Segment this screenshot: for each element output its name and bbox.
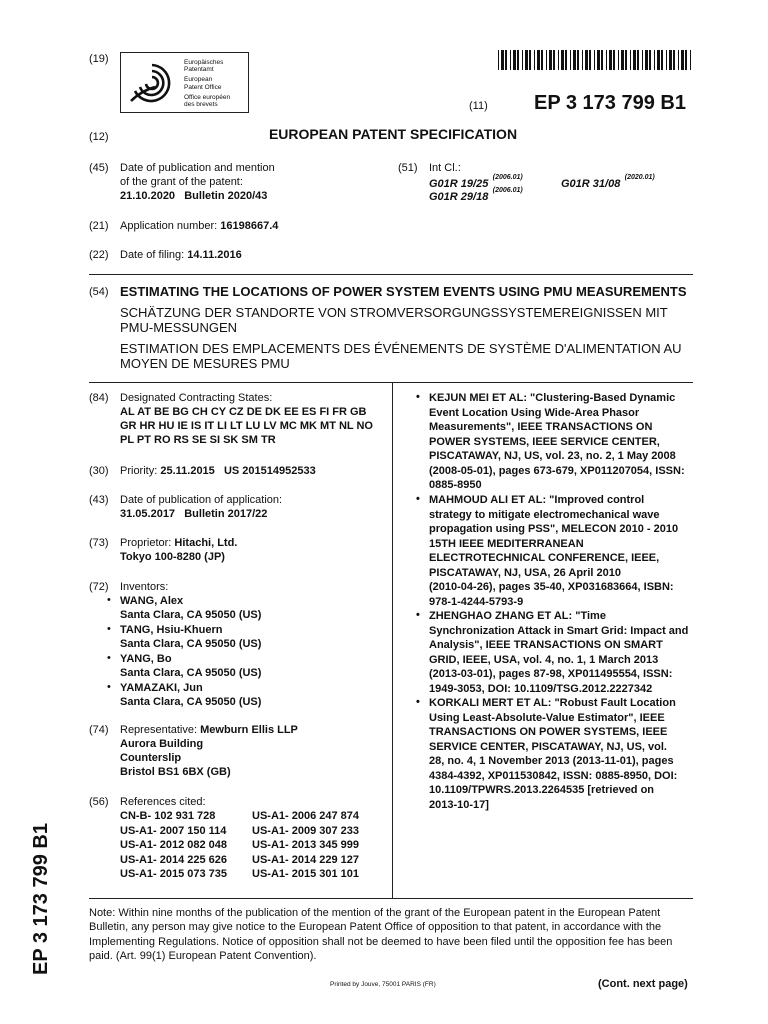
citation-entry bbox=[429, 391, 695, 493]
office-name-line: European bbox=[184, 76, 213, 84]
ipc-class-version: (2006.01) bbox=[492, 187, 523, 194]
reference-right: US-A1- 2006 247 874 bbox=[252, 810, 360, 822]
barcode-bar bbox=[678, 50, 679, 70]
code-43: (43) bbox=[89, 494, 109, 506]
citation-line: 15TH IEEE MEDITERRANEAN bbox=[429, 537, 584, 550]
bullet-icon: • bbox=[107, 594, 111, 606]
code-84: (84) bbox=[89, 392, 109, 404]
barcode-bar bbox=[613, 50, 615, 70]
ipc-class bbox=[561, 174, 655, 192]
proprietor-label: Proprietor: bbox=[120, 537, 172, 549]
code-30: (30) bbox=[89, 465, 109, 477]
citation-line: 978-1-4244-5793-9 bbox=[429, 595, 524, 608]
title-german bbox=[120, 305, 700, 335]
inventor-name: WANG, Alex bbox=[120, 595, 184, 607]
proprietor-name: Hitachi, Ltd. bbox=[174, 537, 238, 549]
barcode-bar bbox=[529, 50, 531, 70]
ipc-class-code: G01R 29/18 bbox=[429, 191, 489, 203]
barcode-bar bbox=[637, 50, 639, 70]
grant-date-label-line: of the grant of the patent: bbox=[120, 176, 243, 188]
bullet-icon: • bbox=[107, 623, 111, 635]
reference-right: US-A1- 2015 301 101 bbox=[252, 868, 360, 880]
barcode-bar bbox=[558, 50, 559, 70]
citation-line: PISCATAWAY, NJ, US, vol. 23, no. 2, 1 May 2008 bbox=[429, 450, 676, 462]
designated-states bbox=[120, 391, 373, 447]
barcode-bar bbox=[510, 50, 511, 70]
barcode-bar bbox=[505, 50, 507, 70]
bullet-icon: • bbox=[416, 609, 420, 621]
barcode-bar bbox=[561, 50, 564, 70]
title-french-line: MOYEN DE MESURES PMU bbox=[120, 356, 290, 371]
citation-line: (2008-05-01), pages 673-679, XP011207054, ISSN: bbox=[429, 464, 685, 477]
code-19: (19) bbox=[89, 53, 109, 65]
inventors-label: Inventors: bbox=[120, 581, 169, 593]
representative-address-line: Aurora Building bbox=[120, 738, 204, 750]
citation-line: SERVICE CENTER, PISCATAWAY, NJ, US, vol. bbox=[429, 740, 667, 753]
filing-date bbox=[120, 248, 242, 262]
code-22: (22) bbox=[89, 249, 109, 261]
office-name-line: Patentamt bbox=[184, 66, 214, 74]
epo-logo-icon bbox=[125, 57, 179, 109]
reference-right: US-A1- 2009 307 233 bbox=[252, 824, 360, 837]
citation-line: POWER SYSTEMS, IEEE SERVICE CENTER, bbox=[429, 435, 660, 448]
ipc-class-code: G01R 31/08 bbox=[561, 178, 621, 190]
code-21: (21) bbox=[89, 220, 109, 232]
barcode-bar bbox=[501, 50, 504, 70]
reference-left: US-A1- 2014 225 626 bbox=[120, 853, 228, 866]
barcode-bar bbox=[630, 50, 631, 70]
barcode-bar bbox=[690, 50, 691, 70]
barcode-bar bbox=[522, 50, 523, 70]
reference-left: US-A1- 2012 082 048 bbox=[120, 839, 228, 851]
barcode-bar bbox=[565, 50, 567, 70]
office-name-line: Office européen bbox=[184, 93, 231, 101]
code-54: (54) bbox=[89, 286, 109, 298]
barcode-bar bbox=[606, 50, 607, 70]
citation-line: Event Location Using Wide-Area Phasor bbox=[429, 406, 640, 419]
barcode-bar bbox=[625, 50, 627, 70]
continued-label: (Cont. next page) bbox=[598, 978, 688, 990]
barcode-bar bbox=[594, 50, 595, 70]
ipc-class-version: (2020.01) bbox=[624, 174, 655, 181]
citation-line: Using Least-Absolute-Value Estimator", IEEE bbox=[429, 711, 665, 724]
citation-line: ZHENGHAO ZHANG ET AL: "Time bbox=[429, 610, 606, 622]
representative-address-line: Counterslip bbox=[120, 752, 182, 764]
publication-number: EP 3 173 799 B1 bbox=[534, 92, 686, 114]
inventor-address: Santa Clara, CA 95050 (US) bbox=[120, 696, 262, 708]
epo-logo bbox=[120, 52, 249, 113]
barcode-bar bbox=[669, 50, 672, 70]
citation-line: Measurements", IEEE TRANSACTIONS ON bbox=[429, 421, 653, 433]
citation-line: 4384-4392, XP011530842, ISSN: 0885-8950, DOI: bbox=[429, 769, 678, 782]
office-name-line: Europäisches bbox=[184, 59, 224, 66]
code-74: (74) bbox=[89, 724, 109, 736]
citation-line: 0885-8950 bbox=[429, 479, 482, 491]
barcode-bar bbox=[573, 50, 576, 70]
code-56: (56) bbox=[89, 796, 109, 808]
barcode-bar bbox=[681, 50, 684, 70]
application-publication bbox=[120, 493, 282, 521]
barcode-bar bbox=[553, 50, 555, 70]
barcode-bar bbox=[649, 50, 651, 70]
representative-label: Representative: bbox=[120, 724, 198, 736]
citation-line: propagation using PSS", MELECON 2010 - 2010 bbox=[429, 523, 679, 535]
citation-entry bbox=[429, 696, 695, 812]
citation-line: PISCATAWAY, NJ, USA, 26 April 2010 bbox=[429, 566, 621, 579]
opposition-note: Note: Within nine months of the publication of the mention of the grant of the European patent in the European Patent Bulletin, any person may give notice to the European Patent Office of opposition to that patent, in accordance with the Implementing Regulations. Notice of opposition shall not be deemed to have been filed until the opposition fee has been paid. (Art. 99(1) European Patent Convention). bbox=[89, 907, 673, 962]
printer-credit: Printed by Jouve, 75001 PARIS (FR) bbox=[330, 981, 436, 988]
proprietor bbox=[120, 536, 237, 564]
barcode-bar bbox=[657, 50, 660, 70]
bullet-icon: • bbox=[416, 391, 420, 403]
designated-states-line: AL AT BE BG CH CY CZ DE DK EE ES FI FR GB bbox=[120, 406, 367, 418]
title-english: ESTIMATING THE LOCATIONS OF POWER SYSTEM EVENTS USING PMU MEASUREMENTS bbox=[120, 284, 687, 299]
reference-right: US-A1- 2013 345 999 bbox=[252, 839, 360, 851]
grant-date-label-line: Date of publication and mention bbox=[120, 162, 275, 174]
barcode-bar bbox=[645, 50, 648, 70]
citation-line: 1949-3053, DOI: 10.1109/TSG.2012.2227342 bbox=[429, 682, 653, 695]
barcode-bar bbox=[577, 50, 579, 70]
application-number-label: Application number: bbox=[120, 220, 218, 232]
filing-date-value: 14.11.2016 bbox=[187, 249, 242, 261]
title-german-line: SCHÄTZUNG DER STANDORTE VON STROMVERSORGUNGSSYSTEMEREIGNISSEN MIT bbox=[120, 305, 668, 320]
representative bbox=[120, 723, 298, 779]
priority bbox=[120, 464, 316, 478]
citation-line: KORKALI MERT ET AL: "Robust Fault Location bbox=[429, 697, 676, 709]
citation-line: Synchronization Attack in Smart Grid: Impact and bbox=[429, 624, 689, 637]
barcode-bar bbox=[661, 50, 663, 70]
representative-address-line: Bristol BS1 6BX (GB) bbox=[120, 766, 231, 778]
grant-date-label bbox=[120, 161, 275, 203]
barcode-bar bbox=[673, 50, 675, 70]
barcode-bar bbox=[597, 50, 600, 70]
document-type-title: EUROPEAN PATENT SPECIFICATION bbox=[268, 126, 518, 142]
reference-left: US-A1- 2015 073 735 bbox=[120, 868, 228, 880]
inventor-name: YANG, Bo bbox=[120, 653, 172, 665]
inventor-name: TANG, Hsiu-Khuern bbox=[120, 624, 223, 636]
barcode-bar bbox=[541, 50, 543, 70]
inventor-name: YAMAZAKI, Jun bbox=[120, 682, 203, 694]
representative-name: Mewburn Ellis LLP bbox=[200, 724, 298, 736]
barcode bbox=[498, 50, 692, 70]
office-names bbox=[184, 59, 230, 108]
designated-states-line: PL PT RO RS SE SI SK SM TR bbox=[120, 434, 276, 446]
reference-right: US-A1- 2014 229 127 bbox=[252, 853, 360, 866]
inventor-address: Santa Clara, CA 95050 (US) bbox=[120, 638, 262, 650]
citation-line: TRANSACTIONS ON POWER SYSTEMS, IEEE bbox=[429, 726, 668, 738]
divider bbox=[89, 274, 693, 275]
reference-left: US-A1- 2007 150 114 bbox=[120, 824, 227, 837]
proprietor-address: Tokyo 100-8280 (JP) bbox=[120, 551, 225, 563]
citation-line: GRID, IEEE, USA, vol. 4, no. 1, 1 March 2013 bbox=[429, 653, 659, 666]
barcode-bar bbox=[546, 50, 547, 70]
references-cited-label: References cited: bbox=[120, 796, 206, 808]
code-12: (12) bbox=[89, 131, 109, 143]
side-publication-number: EP 3 173 799 B1 bbox=[30, 823, 52, 975]
barcode-bar bbox=[513, 50, 516, 70]
barcode-bar bbox=[498, 50, 499, 70]
int-cl-label: Int Cl.: bbox=[429, 162, 461, 174]
code-11: (11) bbox=[469, 100, 488, 112]
citation-line: MAHMOUD ALI ET AL: "Improved control bbox=[429, 494, 645, 506]
barcode-bar bbox=[537, 50, 540, 70]
title-french-line: ESTIMATION DES EMPLACEMENTS DES ÉVÉNEMENTS DE SYSTÈME D'ALIMENTATION AU bbox=[120, 341, 682, 356]
inventor-address: Santa Clara, CA 95050 (US) bbox=[120, 609, 262, 621]
divider bbox=[89, 382, 693, 383]
bullet-icon: • bbox=[416, 696, 420, 708]
filing-date-label: Date of filing: bbox=[120, 249, 185, 261]
barcode-bar bbox=[549, 50, 552, 70]
inventor-address: Santa Clara, CA 95050 (US) bbox=[120, 667, 262, 679]
citation-line: (2010-04-26), pages 35-40, XP031683664, ISBN: bbox=[429, 581, 674, 593]
citation-line: strategy to mitigate electromechanical wave bbox=[429, 508, 660, 521]
application-number bbox=[120, 219, 278, 233]
bullet-icon: • bbox=[416, 493, 420, 505]
barcode-bar bbox=[589, 50, 591, 70]
office-name-line: Patent Office bbox=[184, 83, 222, 91]
barcode-bar bbox=[570, 50, 571, 70]
application-number-value: 16198667.4 bbox=[220, 220, 279, 232]
title-french bbox=[120, 341, 700, 371]
column-divider bbox=[392, 382, 393, 898]
title-german-line: PMU-MESSUNGEN bbox=[120, 320, 238, 335]
code-73: (73) bbox=[89, 537, 109, 549]
barcode-bar bbox=[642, 50, 643, 70]
application-publication-label: Date of publication of application: bbox=[120, 494, 283, 506]
barcode-bar bbox=[534, 50, 535, 70]
citation-line: ELECTROTECHNICAL CONFERENCE, IEEE, bbox=[429, 552, 660, 564]
barcode-bar bbox=[666, 50, 667, 70]
grant-date-value: 21.10.2020 Bulletin 2020/43 bbox=[120, 190, 268, 202]
code-51: (51) bbox=[398, 162, 418, 174]
barcode-bar bbox=[633, 50, 636, 70]
ipc-class-version: (2006.01) bbox=[492, 174, 523, 181]
barcode-bar bbox=[618, 50, 619, 70]
code-72: (72) bbox=[89, 581, 109, 593]
bullet-icon: • bbox=[107, 652, 111, 664]
citation-line: 28, no. 4, 1 November 2013 (2013-11-01), pages bbox=[429, 755, 674, 767]
bullet-icon: • bbox=[107, 681, 111, 693]
application-publication-value: 31.05.2017 Bulletin 2017/22 bbox=[120, 508, 268, 520]
office-name-line: des brevets bbox=[184, 101, 218, 109]
priority-label: Priority: bbox=[120, 465, 158, 477]
citation-line: 2013-10-17] bbox=[429, 798, 489, 811]
barcode-bar bbox=[582, 50, 583, 70]
citation-line: Analysis", IEEE TRANSACTIONS ON SMART bbox=[429, 639, 663, 651]
reference-left: CN-B- 102 931 728 bbox=[120, 810, 216, 822]
ipc-class-code: G01R 19/25 bbox=[429, 178, 489, 190]
barcode-bar bbox=[525, 50, 528, 70]
citation-line: (2013-03-01), pages 87-98, XP011495554, ISSN: bbox=[429, 668, 673, 680]
divider bbox=[89, 898, 693, 899]
barcode-bar bbox=[685, 50, 687, 70]
citation-entry bbox=[429, 609, 695, 696]
citation-line: KEJUN MEI ET AL: "Clustering-Based Dynamic bbox=[429, 392, 676, 404]
ipc-class bbox=[429, 187, 523, 205]
barcode-bar bbox=[621, 50, 624, 70]
barcode-bar bbox=[654, 50, 655, 70]
barcode-bar bbox=[517, 50, 519, 70]
priority-value: 25.11.2015 US 201514952533 bbox=[160, 465, 316, 477]
citation-entry bbox=[429, 493, 695, 609]
barcode-bar bbox=[601, 50, 603, 70]
barcode-bar bbox=[585, 50, 588, 70]
citation-line: 10.1109/TPWRS.2013.2264535 [retrieved on bbox=[429, 784, 655, 796]
designated-states-label: Designated Contracting States: bbox=[120, 392, 273, 404]
barcode-bar bbox=[609, 50, 612, 70]
code-45: (45) bbox=[89, 162, 109, 174]
designated-states-line: GR HR HU IE IS IT LI LT LU LV MC MK MT NL NO bbox=[120, 420, 373, 432]
